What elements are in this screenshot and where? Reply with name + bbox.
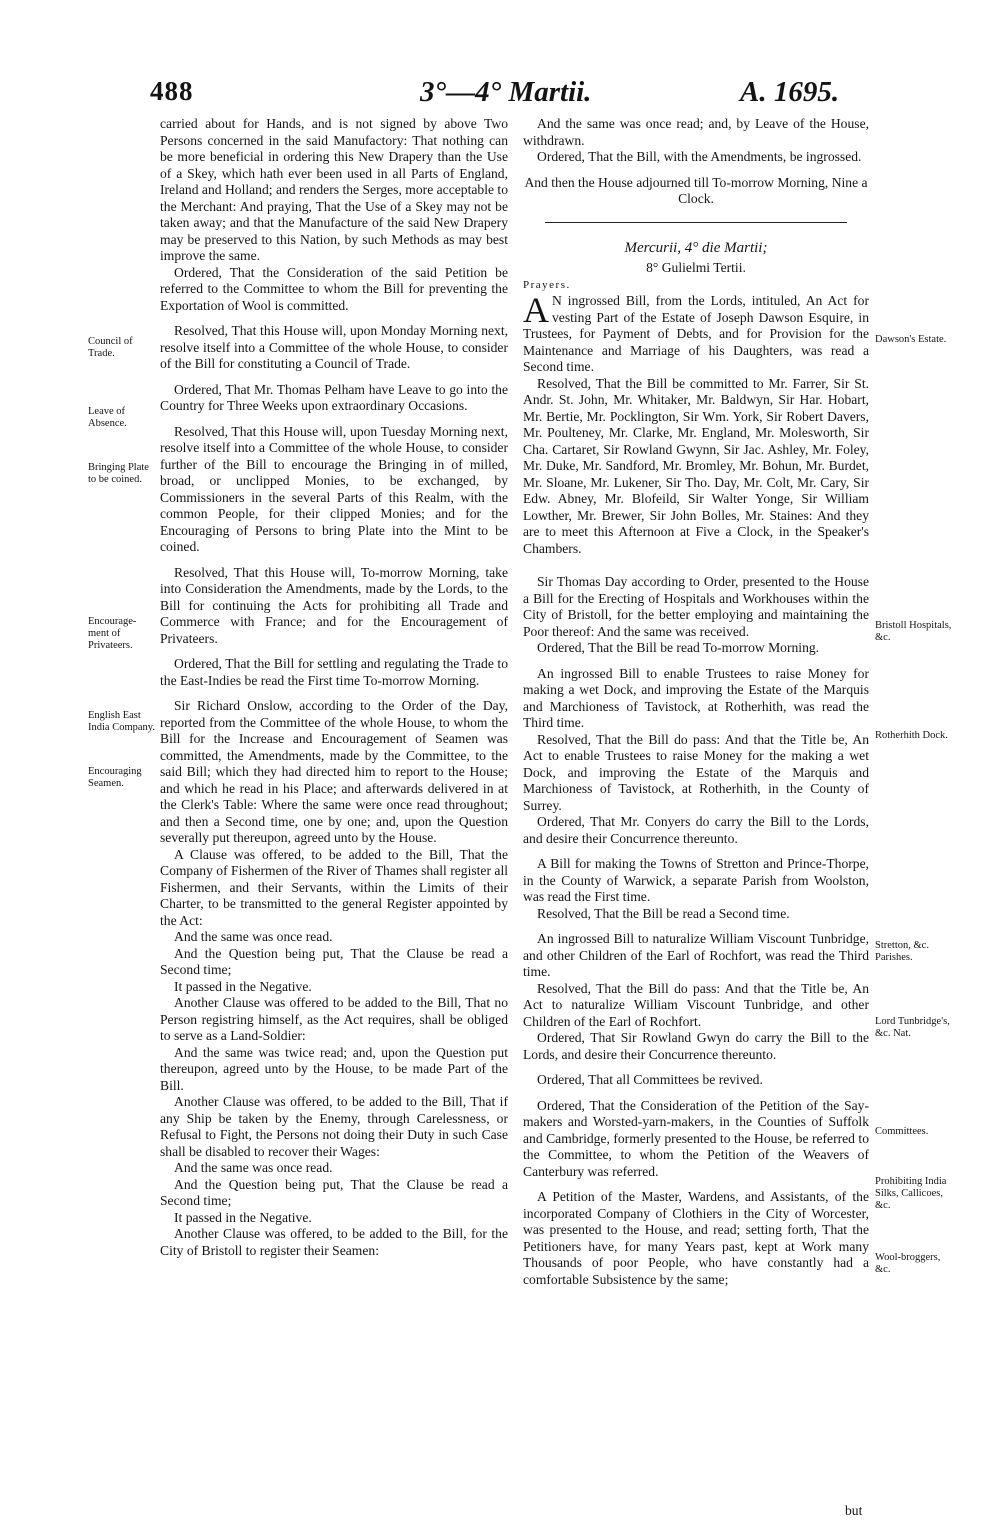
paragraph: An ingrossed Bill to enable Trustees to raise Money for making a wet Dock, and improving the Estate of the Marquis and Marchioness of Tavistock, at Rotherhith, was read the Third time. bbox=[523, 665, 869, 730]
paragraph: carried about for Hands, and is not signed by above Two Persons concerned in the said Manufactory: That nothing can be more beneficial in ordering this New Drapery than the Use of a Skey, which hath ever been used in all Parts of England, Ireland and Holland; and renders the Serges, more acceptable to the Merchant: And praying, That the Use of a Skey may not be taken away; and that the Manufacture of the said New Drapery may be preserved to this Nation, by such Methods as may best improve the same. bbox=[160, 116, 508, 263]
paragraph bbox=[523, 290, 869, 376]
paragraph: Ordered, That the Consideration of the said Petition be referred to the Committee to whom the Bill for preventing the Exportation of Wool is committed. bbox=[160, 264, 508, 313]
margin-note-committees: Committees. bbox=[875, 1126, 929, 1137]
margin-note-plate: Bringing Plate to be coined. bbox=[88, 462, 149, 485]
margin-note-east-india: English East India Company. bbox=[88, 710, 155, 733]
paragraph: Ordered, That all Committees be revived. bbox=[537, 1072, 763, 1087]
margin-note-privateers: Encourage-ment of Privateers. bbox=[88, 616, 137, 651]
paragraph: Sir Richard Onslow, according to the Order of the Day, reported from the Committee of the whole House, to whom the Bill for the Increase and Encouragement of Seamen was committed, the Amendments, made by the Committee, to the said Bill; which they had directed him to report to the House; and which he read in his Place; and afterwards delivered in at the Clerk's Table: Where the same were once read throughout; and then a Second time, one by one; and, upon the Question severally put thereupon, agreed unto by the House. bbox=[160, 698, 508, 845]
section-divider bbox=[545, 222, 847, 223]
paragraph: Resolved, That this House will, upon Monday Morning next, resolve itself into a Committee of the whole House, to consider of the Bill for constituting a Council of Trade. bbox=[160, 323, 508, 371]
margin-note-wool: Wool-broggers, &c. bbox=[875, 1252, 941, 1275]
reign-heading: 8° Gulielmi Tertii. bbox=[646, 260, 746, 275]
page-header bbox=[0, 76, 992, 116]
paragraph: Another Clause was offered, to be added to the Bill, That if any Ship be taken by the Enemy, through Carelessness, or Refusal to Fight, the Persons not doing their Duty in such Case shall be disabled to recover their Wages: bbox=[160, 1094, 508, 1159]
adjournment: And then the House adjourned till To-morrow Morning, Nine a Clock. bbox=[524, 174, 868, 206]
paragraph: An ingrossed Bill to naturalize William Viscount Tunbridge, and other Children of the Earl of Rochfort, was read the Third time. bbox=[523, 931, 869, 979]
paragraph: Resolved, That this House will, To-morrow Morning, take into Consideration the Amendments, made by the Lords, to the Bill for continuing the Acts for prohibiting all Trade and Commerce with France; and for the Encouragement of Privateers. bbox=[160, 564, 508, 646]
paragraph: And the same was once read. bbox=[174, 1160, 333, 1175]
margin-note-rotherhith: Rotherhith Dock. bbox=[875, 730, 948, 741]
margin-note-dawson: Dawson's Estate. bbox=[875, 334, 947, 345]
catchword: but bbox=[845, 1503, 863, 1518]
paragraph: Resolved, That the Bill be committed to Mr. Farrer, Sir St. Andr. St. John, Mr. Whitaker, Mr. Baldwyn, Sir Har. Hobart, Mr. Bertie, Mr. Pocklington, Sir Wm. York, Sir Robert Davers, Mr. Poulteney, Mr. Clarke, Mr. England, Mr. Molesworth, Sir Cha. Cartaret, Sir Rowland Gwynn, Sir Jac. Ashley, Mr. Foley, Mr. Duke, Mr. Sandford, Mr. Bromley, Mr. Bohun, Mr. Burdet, Mr. Sloane, Mr. Lukener, Sir Tho. Day, Mr. Colt, Mr. Cary, Sir Edw. Abney, Mr. Blofeild, Sir Walter Yonge, Sir William Lowther, Mr. Brewer, Sir John Bolles, Mr. Staines: And they are to meet this Afternoon at Five a Clock, in the Speaker's Chambers. bbox=[523, 375, 869, 556]
paragraph: A Petition of the Master, Wardens, and Assistants, of the incorporated Company of Clothiers in the City of Worcester, was presented to the House, and read; setting forth, That the Petitioners have, for many Years past, kept at Work many Thousands of poor People, who have constantly had a comfortable Subsistence by the same; bbox=[523, 1189, 869, 1287]
paragraph: A Bill for making the Towns of Stretton and Prince-Thorpe, in the County of Warwick, a separate Parish from Woolston, was read the First time. bbox=[523, 856, 869, 904]
paragraph: And the Question being put, That the Clause be read a Second time; bbox=[160, 1176, 508, 1208]
margin-note-bristoll: Bristoll Hospitals, &c. bbox=[875, 620, 952, 643]
paragraph: Resolved, That the Bill do pass: And that the Title be, An Act to naturalize William Viscount Tunbridge, and other Children of the Earl of Rochfort. bbox=[523, 980, 869, 1029]
paragraph: And the same was once read. bbox=[174, 929, 333, 944]
header-date: 3°—4° Martii. bbox=[420, 76, 592, 108]
page-number: 488 bbox=[150, 76, 194, 106]
paragraph-text: N ingrossed Bill, from the Lords, intituled, An Act for vesting Part of the Estate of Joseph Dawson Esquire, in Trustees, for Payment of Debts, and for Provision for the Maintenance and Marriage of his Daughters, was read a Second time. bbox=[523, 293, 869, 374]
paragraph: Ordered, That Sir Rowland Gwyn do carry the Bill to the Lords, and desire their Concurrence thereunto. bbox=[523, 1030, 869, 1062]
paragraph: A Clause was offered, to be added to the Bill, That the Company of Fishermen of the River of Thames shall register all Fishermen, and their Servants, within the Limits of their Charter, to be transmitted to the general Register appointed by the Act: bbox=[160, 846, 508, 928]
right-column bbox=[523, 116, 869, 1288]
margin-note-seamen: Encouraging Seamen. bbox=[88, 766, 142, 789]
margin-note-tunbridge: Lord Tunbridge's, &c. Nat. bbox=[875, 1016, 950, 1039]
paragraph: And the same was once read; and, by Leave of the House, withdrawn. bbox=[523, 116, 869, 148]
paragraph: Ordered, That Mr. Thomas Pelham have Leave to go into the Country for Three Weeks upon extraordinary Occasions. bbox=[160, 381, 508, 413]
margin-note-leave: Leave of Absence. bbox=[88, 406, 127, 429]
drop-capital: A bbox=[523, 290, 549, 330]
paragraph: Sir Thomas Day according to Order, presented to the House a Bill for the Erecting of Hospitals and Workhouses within the City of Bristoll, for the better employing and maintaining the Poor thereof: And the same was received. bbox=[523, 574, 869, 639]
margin-note-silks: Prohibiting India Silks, Callicoes, &c. bbox=[875, 1176, 947, 1211]
paragraph: It passed in the Negative. bbox=[174, 978, 312, 994]
day-heading: Mercurii, 4° die Martii; bbox=[624, 239, 768, 256]
paragraph: It passed in the Negative. bbox=[174, 1209, 312, 1225]
paragraph: Ordered, That Mr. Conyers do carry the Bill to the Lords, and desire their Concurrence thereunto. bbox=[523, 814, 869, 846]
paragraph: And the Question being put, That the Clause be read a Second time; bbox=[160, 945, 508, 977]
margin-note-council: Council of Trade. bbox=[88, 336, 133, 359]
paragraph: Ordered, That the Bill for settling and regulating the Trade to the East-Indies be read the First time To-morrow Morning. bbox=[160, 656, 508, 688]
paragraph: And the same was twice read; and, upon the Question put thereupon, agreed unto by the House, to be made Part of the Bill. bbox=[160, 1044, 508, 1093]
paragraph: Resolved, That the Bill be read a Second time. bbox=[537, 905, 790, 921]
left-column bbox=[160, 116, 508, 1259]
margin-note-stretton: Stretton, &c. Parishes. bbox=[875, 940, 929, 963]
paragraph: Ordered, That the Consideration of the Petition of the Say-makers and Worsted-yarn-makers, in the Counties of Suffolk and Cambridge, formerly presented to the House, be referred to the Committee, to whom the Petition of the Weavers of Canterbury was referred. bbox=[523, 1097, 869, 1179]
paragraph: Ordered, That the Bill, with the Amendments, be ingrossed. bbox=[537, 149, 862, 164]
paragraph: Ordered, That the Bill be read To-morrow Morning. bbox=[537, 640, 820, 655]
paragraph: Resolved, That this House will, upon Tuesday Morning next, resolve itself into a Committee of the whole House, to consider further of the Bill to encourage the Bringing in of milled, broad, or unclipped Monies, to be exchanged, by Commissioners in the several Parts of this Realm, with the common People, for their clipped Monies; and for the Encouraging of Persons to bring Plate into the Mint to be coined. bbox=[160, 423, 508, 554]
paragraph: Another Clause was offered, to be added to the Bill, for the City of Bristoll to register their Seamen: bbox=[160, 1226, 508, 1258]
prayers-heading: Prayers. bbox=[523, 278, 571, 291]
header-year: A. 1695. bbox=[740, 76, 840, 108]
paragraph: Another Clause was offered to be added to the Bill, That no Person registring himself, as the Act requires, shall be obliged to serve as a Land-Soldier: bbox=[160, 995, 508, 1043]
paragraph: Resolved, That the Bill do pass: And that the Title be, An Act to enable Trustees to raise Money for the making a wet Dock, and improving the Estate of the Marquis and Marchioness of Tavistock, at Rotherhith, in the County of Surrey. bbox=[523, 731, 869, 813]
